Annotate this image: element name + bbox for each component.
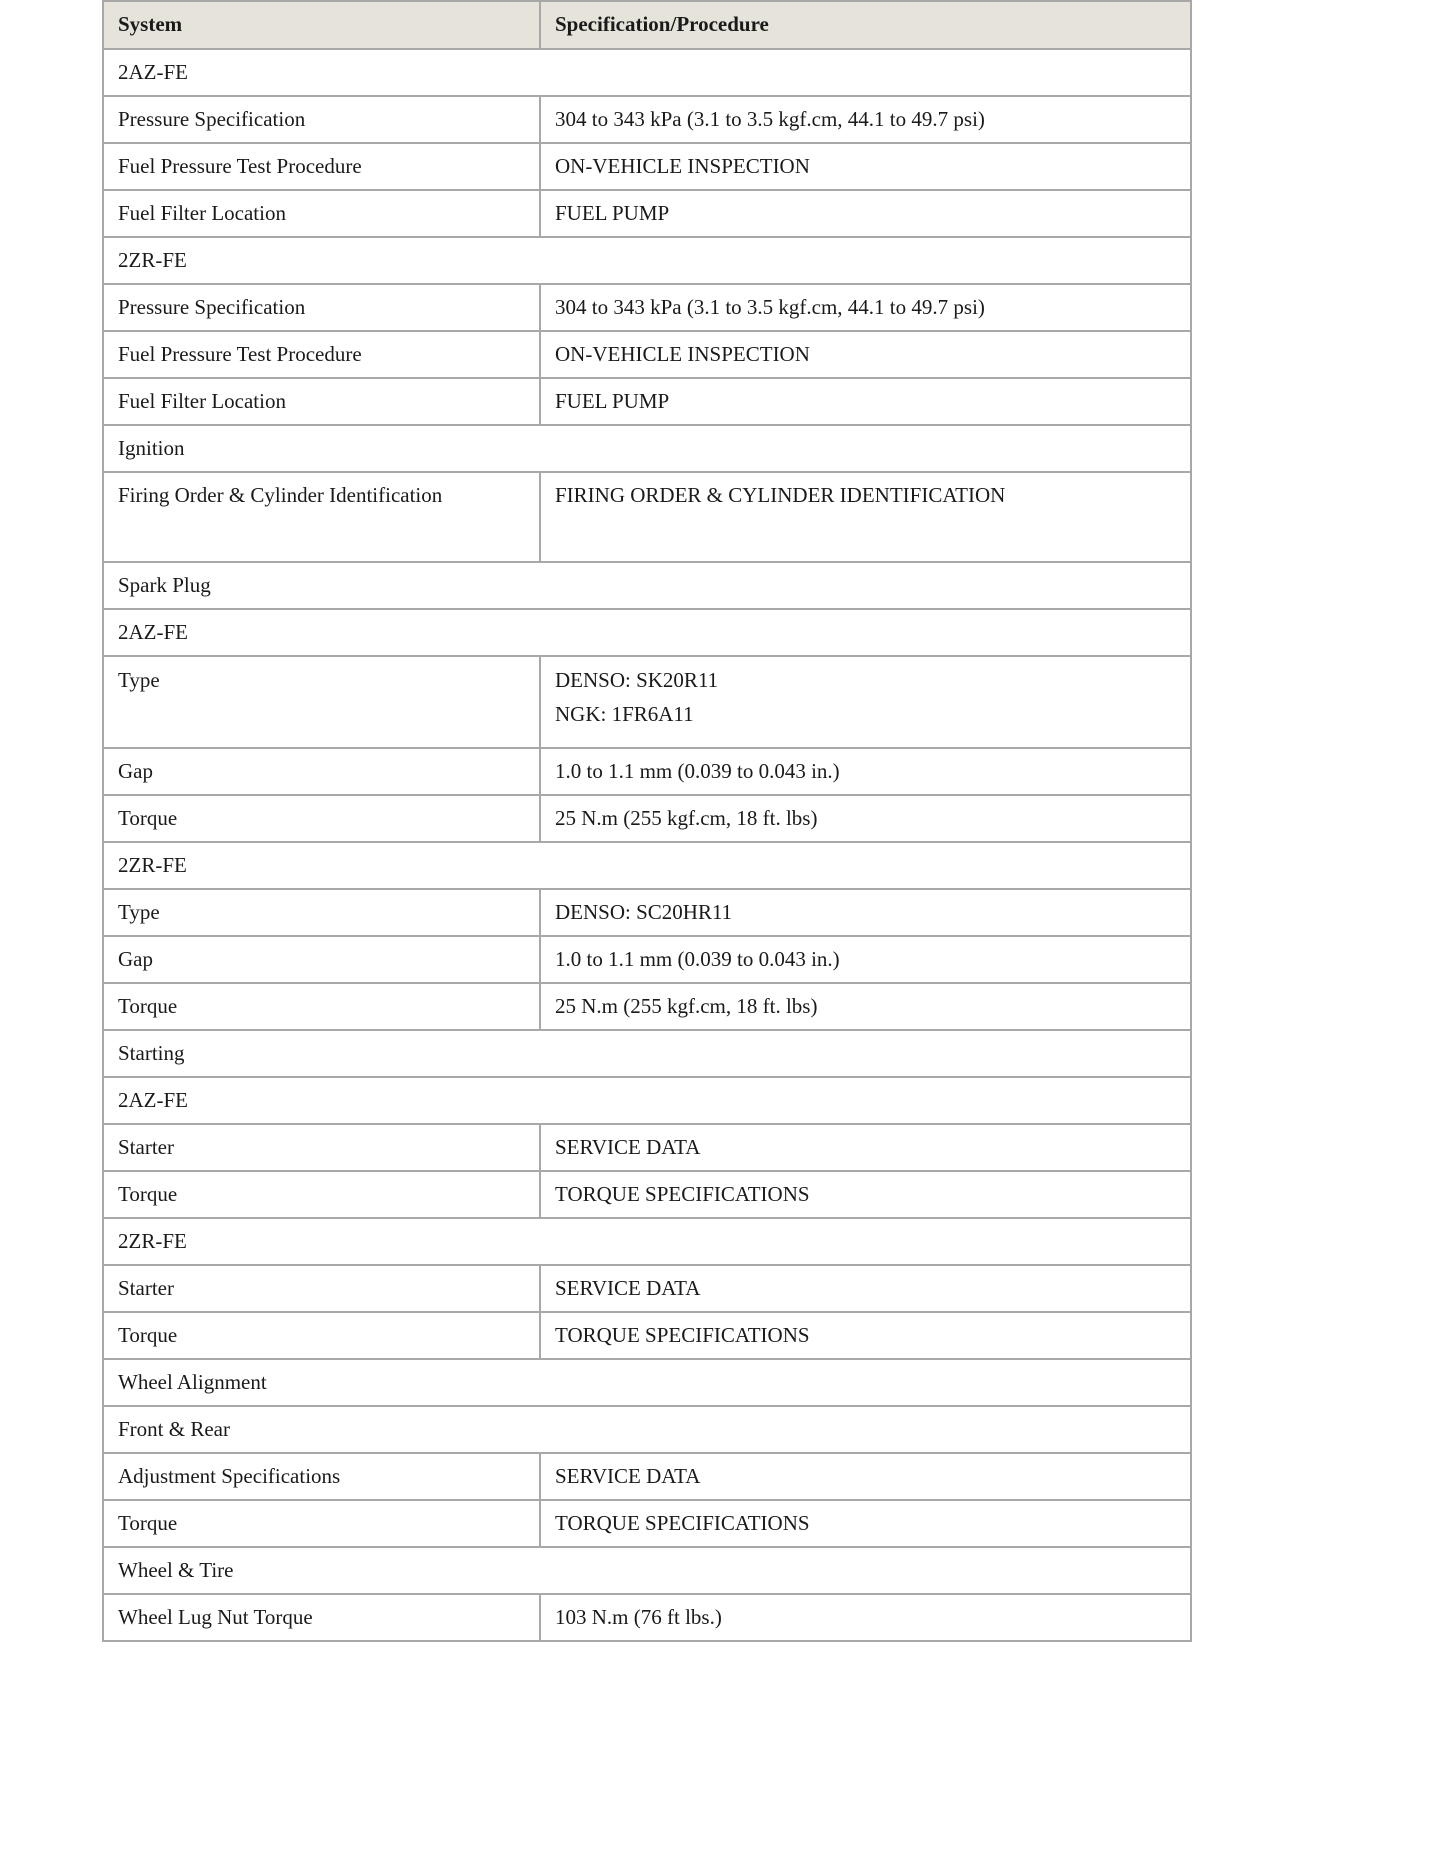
table-row [103,1124,1191,1171]
item-value: SERVICE DATA [540,1453,1191,1500]
group-row [103,1218,1191,1265]
item-value: ON-VEHICLE INSPECTION [540,143,1191,190]
item-label: Starter [103,1124,540,1171]
engine-label: 2AZ-FE [103,609,1191,656]
table-row [103,1265,1191,1312]
section-row [103,562,1191,609]
group-row [103,609,1191,656]
section-row [103,1030,1191,1077]
table-row [103,748,1191,795]
header-spec: Specification/Procedure [540,1,1191,49]
table-row [103,936,1191,983]
item-value: ON-VEHICLE INSPECTION [540,331,1191,378]
section-label: Wheel & Tire [103,1547,1191,1594]
item-value: SERVICE DATA [540,1265,1191,1312]
table-row [103,96,1191,143]
section-row [103,1359,1191,1406]
section-label: Spark Plug [103,562,1191,609]
group-row [103,1406,1191,1453]
item-label: Torque [103,795,540,842]
item-value: DENSO: SC20HR11 [540,889,1191,936]
item-value: TORQUE SPECIFICATIONS [540,1171,1191,1218]
item-label: Torque [103,1171,540,1218]
item-value: 1.0 to 1.1 mm (0.039 to 0.043 in.) [540,748,1191,795]
item-value: 304 to 343 kPa (3.1 to 3.5 kgf.cm, 44.1 to 49.7 psi) [540,284,1191,331]
table-row [103,284,1191,331]
type-value-ngk: NGK: 1FR6A11 [555,702,694,726]
group-label: Front & Rear [103,1406,1191,1453]
group-row [103,237,1191,284]
item-value: 25 N.m (255 kgf.cm, 18 ft. lbs) [540,795,1191,842]
item-label: Adjustment Specifications [103,1453,540,1500]
item-value: 304 to 343 kPa (3.1 to 3.5 kgf.cm, 44.1 to 49.7 psi) [540,96,1191,143]
section-label: Ignition [103,425,1191,472]
item-value [540,656,1191,748]
engine-label: 2ZR-FE [103,1218,1191,1265]
item-value: FIRING ORDER & CYLINDER IDENTIFICATION [540,472,1191,562]
engine-label: 2ZR-FE [103,842,1191,889]
table-row [103,378,1191,425]
item-value: FUEL PUMP [540,378,1191,425]
table-row [103,983,1191,1030]
section-row [103,425,1191,472]
engine-label: 2AZ-FE [103,1077,1191,1124]
item-label: Firing Order & Cylinder Identification [103,472,540,562]
type-value-denso: DENSO: SK20R11 [555,668,719,692]
section-row [103,1547,1191,1594]
spec-table [102,0,1192,1642]
item-label: Fuel Filter Location [103,378,540,425]
item-label: Type [103,889,540,936]
table-row [103,190,1191,237]
group-row [103,1077,1191,1124]
table-row [103,472,1191,562]
item-label: Fuel Filter Location [103,190,540,237]
item-label: Fuel Pressure Test Procedure [103,331,540,378]
item-label: Wheel Lug Nut Torque [103,1594,540,1641]
group-row [103,49,1191,96]
item-value: TORQUE SPECIFICATIONS [540,1312,1191,1359]
engine-label: 2ZR-FE [103,237,1191,284]
table-row [103,1594,1191,1641]
item-label: Gap [103,748,540,795]
item-label: Gap [103,936,540,983]
table-row [103,143,1191,190]
section-label: Wheel Alignment [103,1359,1191,1406]
type-label: Type [118,668,160,692]
item-label: Fuel Pressure Test Procedure [103,143,540,190]
item-label: Pressure Specification [103,284,540,331]
item-label [103,656,540,748]
item-value: SERVICE DATA [540,1124,1191,1171]
table-row [103,1171,1191,1218]
table-row [103,889,1191,936]
item-value: 1.0 to 1.1 mm (0.039 to 0.043 in.) [540,936,1191,983]
table-row [103,1453,1191,1500]
item-label: Torque [103,1312,540,1359]
item-value: 103 N.m (76 ft lbs.) [540,1594,1191,1641]
engine-label: 2AZ-FE [103,49,1191,96]
table-row [103,331,1191,378]
header-system: System [103,1,540,49]
item-value: FUEL PUMP [540,190,1191,237]
table-row [103,1312,1191,1359]
table-row [103,1500,1191,1547]
item-label: Torque [103,983,540,1030]
item-value: 25 N.m (255 kgf.cm, 18 ft. lbs) [540,983,1191,1030]
item-label: Pressure Specification [103,96,540,143]
item-value: TORQUE SPECIFICATIONS [540,1500,1191,1547]
table-header-row [103,1,1191,49]
item-label: Starter [103,1265,540,1312]
item-label: Torque [103,1500,540,1547]
table-row [103,795,1191,842]
group-row [103,842,1191,889]
table-row [103,656,1191,748]
section-label: Starting [103,1030,1191,1077]
